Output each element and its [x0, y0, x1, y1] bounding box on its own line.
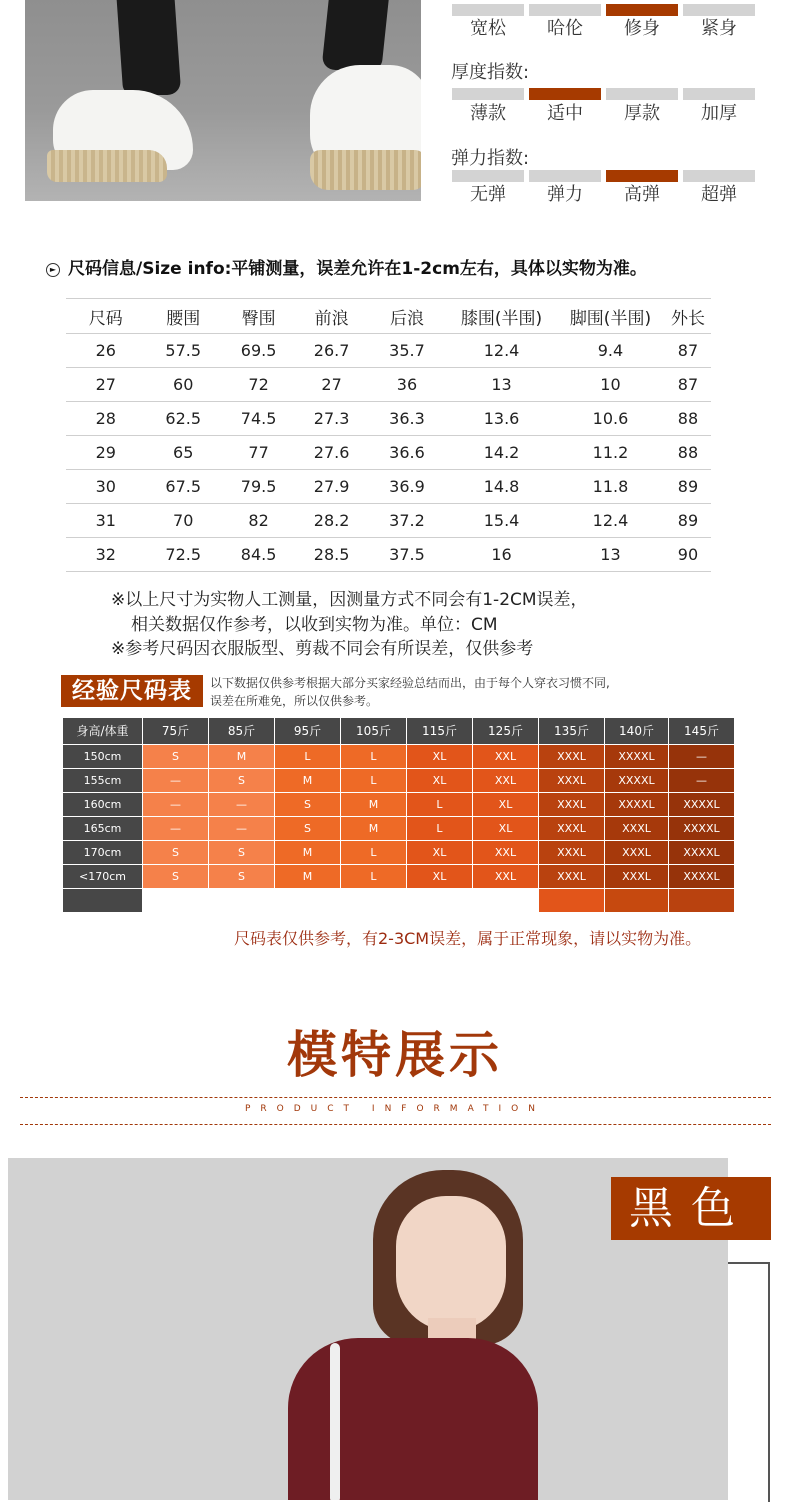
size-grid-cell: XL	[407, 769, 472, 792]
size-column-header: 膝围(半围)	[447, 299, 556, 334]
elasticity-option-1: 弹力	[547, 184, 583, 205]
size-cell: 89	[665, 504, 711, 538]
size-grid-cell: S	[275, 793, 340, 816]
size-grid-cell: XXXXL	[605, 745, 668, 768]
size-column-header: 尺码	[66, 299, 146, 334]
size-grid-cell: XXXL	[539, 769, 604, 792]
experience-note-line-1: 以下数据仅供参考根据大部分买家经验总结而出，由于每个人穿衣习惯不同,	[210, 676, 610, 690]
size-grid-cell: XL	[407, 841, 472, 864]
size-cell: 28.2	[296, 504, 367, 538]
size-cell: 27.3	[296, 402, 367, 436]
size-grid-cell: XXXL	[539, 817, 604, 840]
weight-column-header: 145斤	[669, 718, 734, 744]
size-table-header-row	[66, 299, 711, 334]
size-cell: 35.7	[367, 334, 447, 368]
height-row-header: 165cm	[63, 817, 142, 840]
size-grid-cell: XXL	[473, 865, 538, 888]
size-cell: 36	[367, 368, 447, 402]
grid-footer-cell	[341, 889, 406, 912]
size-grid-cell: XXXL	[605, 865, 668, 888]
size-cell: 37.2	[367, 504, 447, 538]
size-cell: 11.2	[556, 436, 665, 470]
size-cell: 67.5	[146, 470, 221, 504]
decorative-frame	[728, 1262, 770, 1502]
size-grid-cell: S	[143, 745, 208, 768]
size-cell: 31	[66, 504, 146, 538]
height-row-header: 160cm	[63, 793, 142, 816]
size-grid-cell: —	[143, 817, 208, 840]
size-cell: 12.4	[556, 504, 665, 538]
size-cell: 10.6	[556, 402, 665, 436]
size-cell: 60	[146, 368, 221, 402]
size-grid-cell: —	[143, 793, 208, 816]
size-cell: 62.5	[146, 402, 221, 436]
size-cell: 16	[447, 538, 556, 572]
bag-strap	[330, 1343, 340, 1500]
size-grid-cell: M	[275, 865, 340, 888]
size-cell: 70	[146, 504, 221, 538]
size-cell: 27	[296, 368, 367, 402]
table-row	[66, 470, 711, 504]
weight-column-header: 95斤	[275, 718, 340, 744]
size-cell: 13	[556, 538, 665, 572]
weight-column-header: 125斤	[473, 718, 538, 744]
size-cell: 79.5	[221, 470, 296, 504]
size-cell: 69.5	[221, 334, 296, 368]
weight-column-header: 105斤	[341, 718, 406, 744]
size-cell: 88	[665, 402, 711, 436]
size-cell: 77	[221, 436, 296, 470]
size-grid-cell: XXXXL	[669, 793, 734, 816]
height-row-header: 170cm	[63, 841, 142, 864]
size-grid-cell: XXXL	[539, 745, 604, 768]
weight-column-header: 85斤	[209, 718, 274, 744]
section-title: 模特展示	[287, 1026, 503, 1084]
size-column-header: 前浪	[296, 299, 367, 334]
size-cell: 9.4	[556, 334, 665, 368]
thickness-index-label: 厚度指数:	[451, 62, 530, 83]
size-grid-cell: XXXL	[539, 841, 604, 864]
elasticity-option-2: 高弹	[624, 184, 660, 205]
size-grid-cell: XL	[407, 745, 472, 768]
weight-column-header: 115斤	[407, 718, 472, 744]
thickness-option-1: 适中	[547, 103, 583, 124]
size-cell: 36.3	[367, 402, 447, 436]
size-grid-cell: XXXL	[605, 817, 668, 840]
thickness-option-3: 加厚	[701, 103, 737, 124]
size-cell: 27	[66, 368, 146, 402]
size-grid-cell: —	[669, 769, 734, 792]
size-grid-cell: XL	[473, 793, 538, 816]
size-grid-cell: S	[143, 841, 208, 864]
size-cell: 14.2	[447, 436, 556, 470]
size-cell: 10	[556, 368, 665, 402]
height-row-header: 155cm	[63, 769, 142, 792]
sneaker-sole-right	[310, 150, 421, 190]
size-grid-cell: S	[275, 817, 340, 840]
thickness-option-0: 薄款	[470, 103, 506, 124]
size-grid-cell: M	[341, 817, 406, 840]
size-grid-cell: L	[407, 793, 472, 816]
grid-footer-cell	[209, 889, 274, 912]
fit-option-3: 紧身	[701, 18, 737, 39]
model-face	[396, 1196, 506, 1331]
size-info-heading	[46, 254, 647, 279]
size-grid-cell: XL	[473, 817, 538, 840]
table-row	[66, 402, 711, 436]
size-column-header: 脚围(半围)	[556, 299, 665, 334]
size-cell: 87	[665, 368, 711, 402]
sneaker-sole-left	[47, 150, 167, 182]
size-grid-cell: M	[341, 793, 406, 816]
grid-footer-cell	[605, 889, 668, 912]
grid-footer-head	[63, 889, 142, 912]
size-grid-cell: XXL	[473, 841, 538, 864]
size-cell: 74.5	[221, 402, 296, 436]
fit-option-1: 哈伦	[547, 18, 583, 39]
table-row	[66, 334, 711, 368]
grid-corner-header: 身高/体重	[63, 718, 142, 744]
size-column-header: 腰围	[146, 299, 221, 334]
section-subtitle: PRODUCT INFORMATION	[244, 1104, 546, 1114]
size-cell: 36.6	[367, 436, 447, 470]
size-grid-cell: M	[275, 841, 340, 864]
size-cell: 57.5	[146, 334, 221, 368]
experience-note-line-2: 误差在所难免，所以仅供参考。	[210, 694, 379, 708]
size-cell: 13.6	[447, 402, 556, 436]
fit-option-2: 修身	[624, 18, 660, 39]
size-grid-cell: XXXL	[539, 793, 604, 816]
size-cell: 90	[665, 538, 711, 572]
size-cell: 13	[447, 368, 556, 402]
size-cell: 27.9	[296, 470, 367, 504]
size-grid-cell: XXXL	[539, 865, 604, 888]
table-row	[66, 504, 711, 538]
size-cell: 87	[665, 334, 711, 368]
size-table	[66, 298, 711, 572]
height-row-header: 150cm	[63, 745, 142, 768]
size-grid-cell: M	[275, 769, 340, 792]
weight-column-header: 75斤	[143, 718, 208, 744]
size-cell: 72.5	[146, 538, 221, 572]
size-disclaimer: 尺码表仅供参考，有2-3CM误差，属于正常现象，请以实物为准。	[234, 929, 702, 948]
size-cell: 11.8	[556, 470, 665, 504]
size-grid-cell: —	[669, 745, 734, 768]
size-grid-cell: L	[341, 865, 406, 888]
size-grid-cell: L	[407, 817, 472, 840]
size-note-1: ※以上尺寸为实物人工测量，因测量方式不同会有1-2CM误差，	[111, 590, 588, 610]
product-photo-shoes	[25, 0, 421, 201]
size-cell: 27.6	[296, 436, 367, 470]
size-grid-cell: XXL	[473, 769, 538, 792]
grid-footer-cell	[275, 889, 340, 912]
size-cell: 88	[665, 436, 711, 470]
size-grid-cell: XXXXL	[605, 769, 668, 792]
grid-footer-cell	[407, 889, 472, 912]
size-cell: 29	[66, 436, 146, 470]
grid-footer-cell	[143, 889, 208, 912]
size-grid-cell: —	[143, 769, 208, 792]
size-column-header: 臀围	[221, 299, 296, 334]
elasticity-option-3: 超弹	[701, 184, 737, 205]
size-grid-cell: L	[341, 745, 406, 768]
size-cell: 82	[221, 504, 296, 538]
size-cell: 37.5	[367, 538, 447, 572]
trouser-leg-right	[321, 0, 388, 70]
size-grid-cell: XXXXL	[605, 793, 668, 816]
experience-table-title: 经验尺码表	[61, 675, 203, 707]
elasticity-option-0: 无弹	[470, 184, 506, 205]
divider-top	[20, 1097, 771, 1098]
size-grid-cell: —	[209, 817, 274, 840]
circle-arrow-icon: ►	[46, 263, 60, 277]
table-row	[66, 368, 711, 402]
size-column-header: 后浪	[367, 299, 447, 334]
height-row-header: <170cm	[63, 865, 142, 888]
size-grid-cell: S	[143, 865, 208, 888]
size-cell: 36.9	[367, 470, 447, 504]
size-cell: 84.5	[221, 538, 296, 572]
size-grid-cell: S	[209, 841, 274, 864]
size-grid-cell: XXXXL	[669, 817, 734, 840]
size-grid-cell: L	[275, 745, 340, 768]
color-tag: 黑色	[611, 1177, 771, 1240]
size-column-header: 外长	[665, 299, 711, 334]
thickness-option-2: 厚款	[624, 103, 660, 124]
size-cell: 12.4	[447, 334, 556, 368]
size-cell: 15.4	[447, 504, 556, 538]
size-cell: 28	[66, 402, 146, 436]
size-cell: 72	[221, 368, 296, 402]
size-grid-cell: L	[341, 841, 406, 864]
fit-option-0: 宽松	[470, 18, 506, 39]
size-cell: 26	[66, 334, 146, 368]
size-grid-cell: S	[209, 769, 274, 792]
trouser-leg-left	[117, 0, 182, 95]
grid-footer-cell	[539, 889, 604, 912]
size-cell: 30	[66, 470, 146, 504]
size-grid-cell: S	[209, 865, 274, 888]
size-note-3: ※参考尺码因衣服版型、剪裁不同会有所误差，仅供参考	[111, 639, 534, 659]
size-cell: 89	[665, 470, 711, 504]
grid-footer-cell	[473, 889, 538, 912]
grid-footer-cell	[669, 889, 734, 912]
size-cell: 65	[146, 436, 221, 470]
divider-bottom	[20, 1124, 771, 1125]
table-row	[66, 436, 711, 470]
size-cell: 32	[66, 538, 146, 572]
weight-column-header: 140斤	[605, 718, 668, 744]
size-grid-cell: L	[341, 769, 406, 792]
size-note-2: 相关数据仅作参考，以收到实物为准。单位：CM	[131, 615, 498, 635]
size-grid-cell: XXXXL	[669, 865, 734, 888]
size-info-heading-text: 尺码信息/Size info:平铺测量，误差允许在1-2cm左右，具体以实物为准。	[68, 259, 647, 279]
elasticity-index-label: 弹力指数:	[451, 148, 530, 169]
weight-column-header: 135斤	[539, 718, 604, 744]
size-grid-cell: XL	[407, 865, 472, 888]
table-row	[66, 538, 711, 572]
size-cell: 28.5	[296, 538, 367, 572]
size-cell: 26.7	[296, 334, 367, 368]
size-grid-cell: M	[209, 745, 274, 768]
size-cell: 14.8	[447, 470, 556, 504]
size-grid-cell: XXXL	[605, 841, 668, 864]
size-grid-cell: XXL	[473, 745, 538, 768]
size-grid-cell: —	[209, 793, 274, 816]
size-grid-cell: XXXXL	[669, 841, 734, 864]
model-sweater	[288, 1338, 538, 1500]
